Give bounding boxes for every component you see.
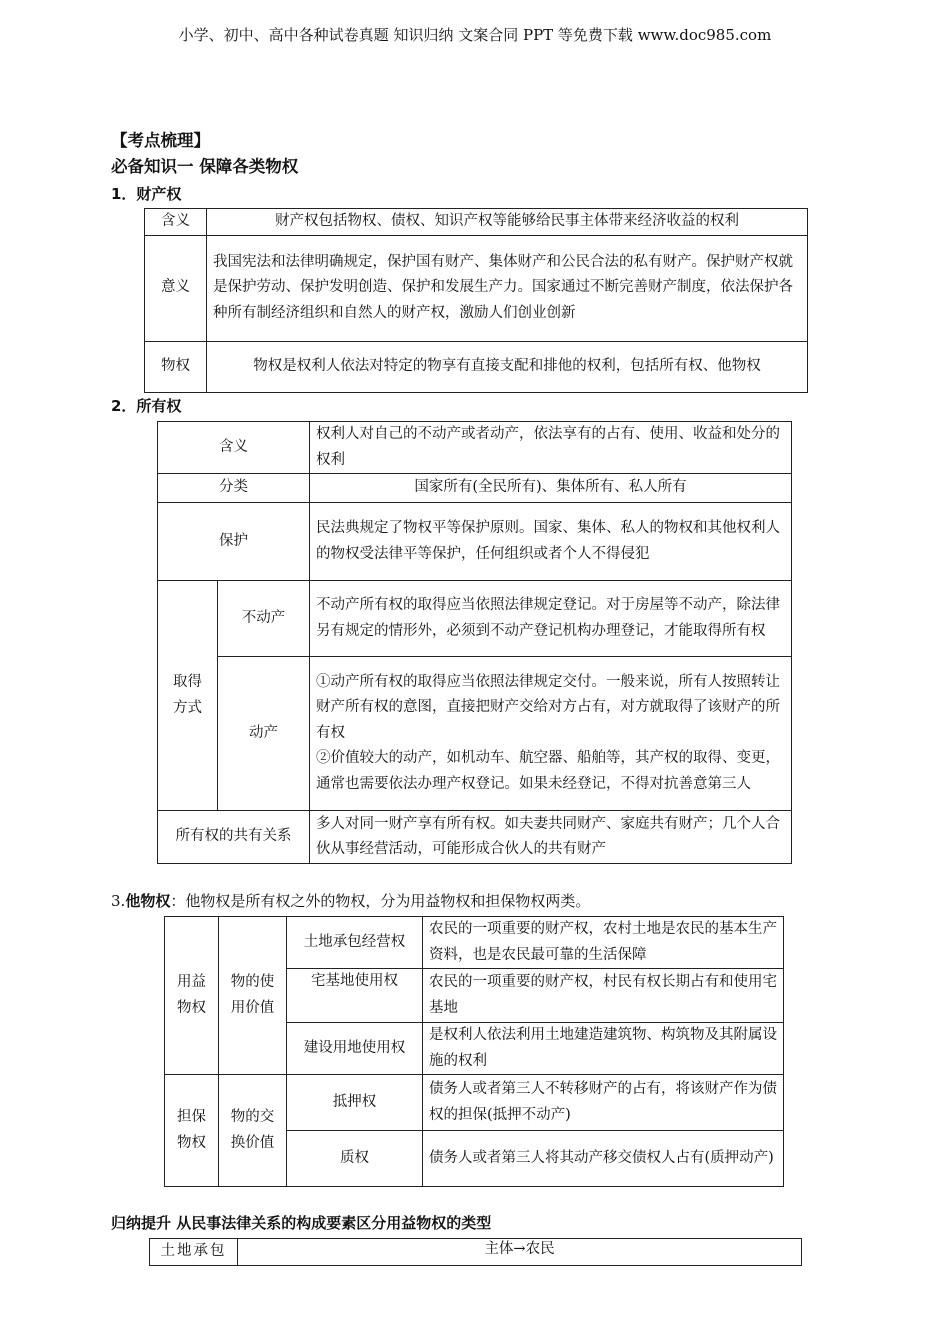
t3-label-mortgage: 抵押权 — [287, 1075, 423, 1131]
t2-text-co-ownership: 多人对同一财产享有所有权。如夫妻共同财产、家庭共有财产；几个人合伙从事经营活动，可能形成合伙人的共有财产 — [310, 811, 792, 864]
usufruct-type-table — [149, 1238, 802, 1266]
t3-label-construction: 建设用地使用权 — [287, 1023, 423, 1075]
t1-label-real-right: 物权 — [145, 341, 207, 392]
section1-title: 必备知识一 保障各类物权 — [111, 157, 299, 176]
t2-label-co-ownership: 所有权的共有关系 — [158, 811, 310, 864]
t2-label-meaning: 含义 — [158, 422, 310, 474]
t3-value-exchange: 物的交换价值 — [219, 1075, 287, 1187]
heading: 【考点梳理】 — [111, 131, 210, 150]
t2-text-category: 国家所有(全民所有)、集体所有、私人所有 — [310, 474, 792, 503]
t1-text-real-right: 物权是权利人依法对特定的物享有直接支配和排他的权利，包括所有权、他物权 — [207, 341, 808, 392]
t2-movable-point-2: ②价值较大的动产，如机动车、航空器、船舶等，其产权的取得、变更，通常也需要依法办理产权登记。如果未经登记，不得对抗善意第三人 — [316, 750, 780, 792]
t3-label-land-contract: 土地承包经营权 — [287, 917, 423, 969]
t1-label-meaning: 含义 — [145, 209, 207, 236]
t3-label-pledge: 质权 — [287, 1131, 423, 1187]
t2-text-meaning: 权利人对自己的不动产或者动产，依法享有的占有、使用、收益和处分的权利 — [310, 422, 792, 474]
t4-text-land-contract: 主体→农民 — [238, 1239, 802, 1266]
t2-label-protection: 保护 — [158, 503, 310, 581]
item3-line: 3.他物权：他物权是所有权之外的物权，分为用益物权和担保物权两类。 — [111, 892, 591, 910]
t3-text-construction: 是权利人依法利用土地建造建筑物、构筑物及其附属设施的权利 — [423, 1023, 784, 1075]
t1-text-meaning: 财产权包括物权、债权、知识产权等能够给民事主体带来经济收益的权利 — [207, 209, 808, 236]
t1-text-significance: 我国宪法和法律明确规定，保护国有财产、集体财产和公民合法的私有财产。保护财产权就是保护劳动、保护发明创造、保护和发展生产力。国家通过不断完善财产制度，依法保护各种所有制经济组织和自然人的财产权，激励人们创业创新 — [207, 235, 808, 341]
t2-text-immovable: 不动产所有权的取得应当依照法律规定登记。对于房屋等不动产，除法律另有规定的情形外，必须到不动产登记机构办理登记，才能取得所有权 — [310, 581, 792, 657]
t3-label-usufruct: 用益物权 — [165, 917, 219, 1075]
t2-label-movable: 动产 — [218, 657, 310, 811]
t2-text-protection: 民法典规定了物权平等保护原则。国家、集体、私人的物权和其他权利人的物权受法律平等保护，任何组织或者个人不得侵犯 — [310, 503, 792, 581]
t4-label-land-contract: 土地承包 — [150, 1239, 238, 1266]
t2-label-acquisition: 取得方式 — [158, 581, 218, 811]
t3-label-security: 担保物权 — [165, 1075, 219, 1187]
page-header: 小学、初中、高中各种试卷真题 知识归纳 文案合同 PPT 等免费下载 www.doc985.com — [178, 26, 772, 44]
summary-title: 归纳提升 从民事法律关系的构成要素区分用益物权的类型 — [111, 1214, 492, 1232]
t2-label-immovable: 不动产 — [218, 581, 310, 657]
t3-value-use: 物的使用价值 — [219, 917, 287, 1075]
t2-label-category: 分类 — [158, 474, 310, 503]
t3-text-pledge: 债务人或者第三人将其动产移交债权人占有(质押动产) — [423, 1131, 784, 1187]
property-rights-table — [144, 208, 808, 393]
t3-text-homestead: 农民的一项重要的财产权，村民有权长期占有和使用宅基地 — [423, 969, 784, 1023]
t3-label-homestead: 宅基地使用权 — [287, 969, 423, 1023]
t3-text-land-contract: 农民的一项重要的财产权，农村土地是农民的基本生产资料，也是农民最可靠的生活保障 — [423, 917, 784, 969]
other-real-rights-table — [164, 916, 784, 1187]
item1-title: 1．财产权 — [111, 185, 182, 203]
t2-text-movable — [310, 657, 792, 811]
item2-title: 2．所有权 — [111, 397, 182, 415]
ownership-table — [157, 421, 792, 864]
t1-label-significance: 意义 — [145, 235, 207, 341]
t2-movable-point-1: ①动产所有权的取得应当依照法律规定交付。一般来说，所有人按照转让财产所有权的意图，直接把财产交给对方占有，对方就取得了该财产的所有权 — [316, 673, 780, 741]
t3-text-mortgage: 债务人或者第三人不转移财产的占有，将该财产作为债权的担保(抵押不动产) — [423, 1075, 784, 1131]
